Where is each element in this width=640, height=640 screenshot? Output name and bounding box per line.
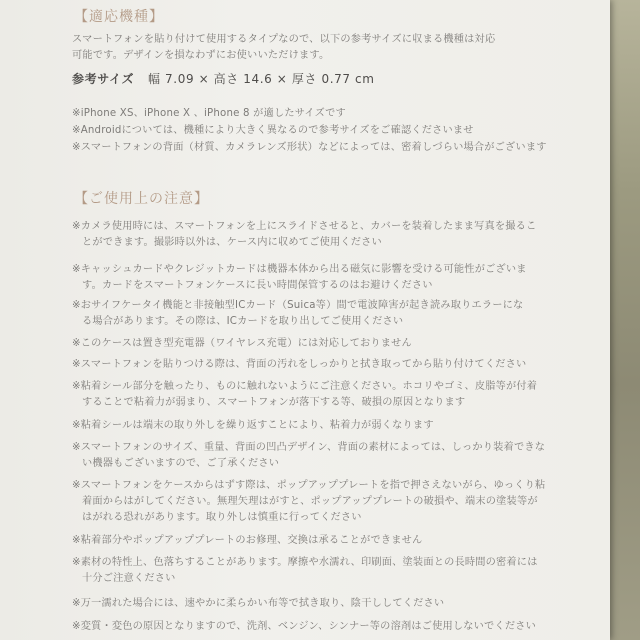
caution-line: ※変質・変色の原因となりますので、洗剤、ベンジン、シンナー等の溶剤はご使用しないでください — [72, 621, 536, 632]
caution-line: ※スマートフォンのサイズ、重量、背面の凹凸デザイン、背面の素材によっては、しっかり装着できな — [72, 442, 546, 453]
caution-line: ※粘着シール部分を触ったり、ものに触れないようにご注意ください。ホコリやゴミ、皮脂等が付着 — [72, 381, 538, 392]
compatible-intro-line: 可能です。デザインを損なわずにお使いいただけます。 — [72, 50, 330, 61]
caution-line: とができます。撮影時以外は、ケース内に収めてご使用ください — [82, 237, 382, 248]
caution-line: る場合があります。その際は、ICカードを取り出してご使用ください — [82, 316, 404, 327]
caution-line: ※スマートフォンをケースからはずす際は、ポップアッププレートを指で押さえないがら、ゆっくり粘 — [72, 480, 546, 491]
caution-line: ※粘着部分やポップアッププレートのお修理、交換は承ることができません — [72, 535, 423, 546]
caution-line: ※素材の特性上、色落ちすることがあります。摩擦や水濡れ、印刷面、塗装面との長時間の密着には — [72, 557, 538, 568]
background-fabric — [606, 0, 640, 640]
cautions-heading: 【ご使用上の注意】 — [74, 191, 209, 207]
size-label: 参考サイズ — [72, 72, 135, 86]
caution-line: ※粘着シールは端末の取り外しを繰り返すことにより、粘着力が弱くなります — [72, 420, 434, 431]
size-value: 幅 7.09 × 高さ 14.6 × 厚さ 0.77 cm — [148, 72, 375, 86]
caution-line: い機器もございますので、ご了承ください — [82, 458, 280, 469]
caution-line: ※万一濡れた場合には、速やかに柔らかい布等で拭き取り、陰干ししてください — [72, 598, 445, 609]
caution-line: す。カードをスマートフォンケースに長い時間保管するのはお避けください — [82, 280, 433, 291]
compatible-intro-line: スマートフォンを貼り付けて使用するタイプなので、以下の参考サイズに収まる機種は対応 — [72, 34, 496, 45]
compatible-note: ※Androidについては、機種により大きく異なるので参考サイズをご確認くださいませ — [72, 125, 474, 136]
compatible-note: ※スマートフォンの背面（材質、カメラレンズ形状）などによっては、密着しづらい場合がございます — [72, 142, 547, 153]
caution-line: ※おサイフケータイ機能と非接触型ICカード（Suica等）間で電波障害が起き読み取りエラーにな — [72, 300, 524, 311]
compatible-note: ※iPhone XS、iPhone X 、iPhone 8 が適したサイズです — [72, 108, 346, 119]
caution-line: ※スマートフォンを貼りつける際は、背面の汚れをしっかりと拭き取ってから貼り付けてください — [72, 359, 527, 370]
caution-line: することで粘着力が弱まり、スマートフォンが落下する等、破損の原因となります — [82, 397, 466, 408]
caution-line: 十分ご注意ください — [82, 573, 176, 584]
caution-line: ※カメラ使用時には、スマートフォンを上にスライドさせると、カバーを装着したまま写真を撮るこ — [72, 221, 537, 232]
caution-line: 着面からはがしてください。無理矢理はがすと、ポップアッププレートの破損や、端末の塗装等が — [82, 496, 538, 507]
reference-size — [72, 70, 375, 87]
caution-line: ※このケースは置き型充電器（ワイヤレス充電）には対応しておりません — [72, 338, 412, 349]
compatible-heading: 【適応機種】 — [74, 9, 164, 25]
caution-line: はがれる恐れがあります。取り外しは慎重に行ってください — [82, 512, 362, 523]
caution-line: ※キャッシュカードやクレジットカードは機器本体から出る磁気に影響を受ける可能性がございま — [72, 264, 527, 275]
